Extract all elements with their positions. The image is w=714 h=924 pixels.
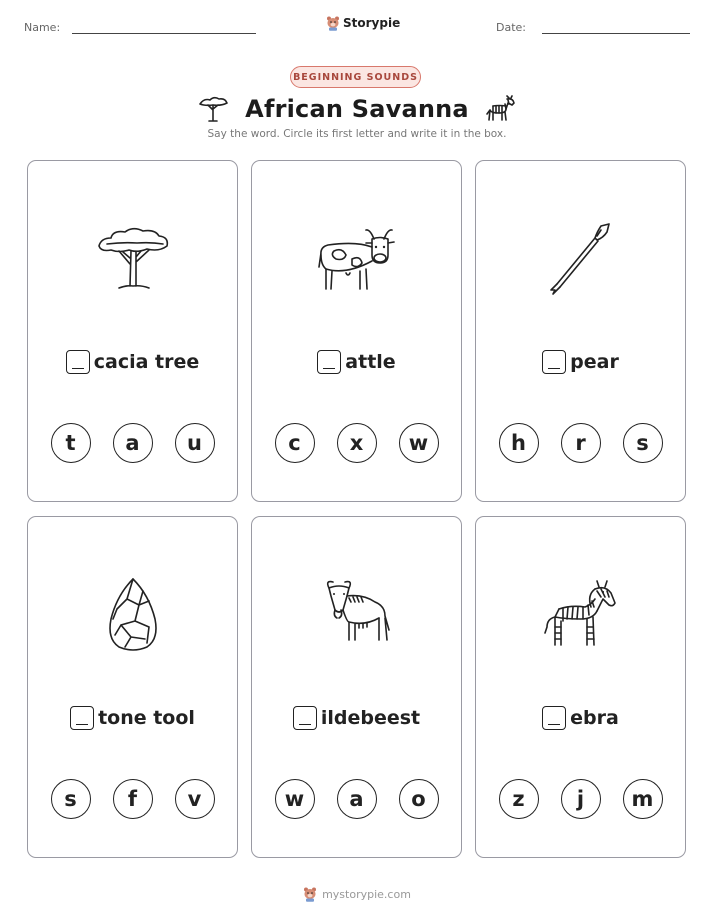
word-text: ebra: [570, 707, 619, 729]
letter-choice[interactable]: a: [337, 779, 377, 819]
letter-choice[interactable]: f: [113, 779, 153, 819]
word-text: ildebeest: [320, 707, 421, 729]
acacia-tree-icon: [93, 224, 173, 294]
word-card: [27, 516, 238, 858]
word-text: cacia tree: [93, 351, 200, 373]
footer-site[interactable]: mystorypie.com: [322, 887, 411, 901]
brand: [326, 14, 400, 32]
wildebeest-icon: [319, 578, 395, 652]
letter-choice[interactable]: r: [561, 423, 601, 463]
footer: [0, 884, 714, 904]
name-label: Name:: [24, 21, 61, 34]
word-card: [475, 160, 686, 502]
word-card: [251, 160, 462, 502]
word-card: [27, 160, 238, 502]
worksheet-header: [0, 14, 714, 38]
spear-icon: [543, 220, 619, 298]
answer-box[interactable]: [317, 350, 341, 374]
letter-choice[interactable]: v: [175, 779, 215, 819]
word-text: pear: [570, 351, 619, 373]
zebra-icon: [541, 577, 621, 653]
answer-box[interactable]: [70, 706, 94, 730]
letter-choice[interactable]: u: [175, 423, 215, 463]
letter-choice[interactable]: s: [51, 779, 91, 819]
answer-box[interactable]: [293, 706, 317, 730]
word-card: [251, 516, 462, 858]
answer-box[interactable]: [542, 350, 566, 374]
letter-choice[interactable]: a: [113, 423, 153, 463]
letter-choice[interactable]: x: [337, 423, 377, 463]
date-line[interactable]: [542, 33, 690, 34]
letter-choice[interactable]: z: [499, 779, 539, 819]
letter-choice[interactable]: c: [275, 423, 315, 463]
letter-choice[interactable]: s: [623, 423, 663, 463]
title-row: [0, 92, 714, 126]
instructions: Say the word. Circle its first letter and write it in the box.: [207, 128, 507, 140]
name-line[interactable]: [72, 33, 256, 34]
zebra-icon: [485, 95, 517, 123]
word-card: [475, 516, 686, 858]
letter-choice[interactable]: t: [51, 423, 91, 463]
stone-tool-icon: [103, 575, 163, 655]
word-text: tone tool: [98, 707, 195, 729]
acacia-tree-icon: [197, 95, 229, 123]
letter-choice[interactable]: m: [623, 779, 663, 819]
bear-logo-icon: [303, 886, 317, 902]
word-text: attle: [345, 351, 396, 373]
page-title: African Savanna: [245, 95, 469, 123]
answer-box[interactable]: [542, 706, 566, 730]
date-label: Date:: [496, 21, 526, 34]
letter-choice[interactable]: w: [399, 423, 439, 463]
letter-choice[interactable]: o: [399, 779, 439, 819]
category-badge: BEGINNING SOUNDS: [290, 66, 421, 88]
answer-box[interactable]: [66, 350, 90, 374]
letter-choice[interactable]: w: [275, 779, 315, 819]
brand-name: Storypie: [343, 16, 401, 30]
cow-icon: [316, 221, 398, 297]
letter-choice[interactable]: h: [499, 423, 539, 463]
letter-choice[interactable]: j: [561, 779, 601, 819]
bear-logo-icon: [326, 15, 340, 31]
